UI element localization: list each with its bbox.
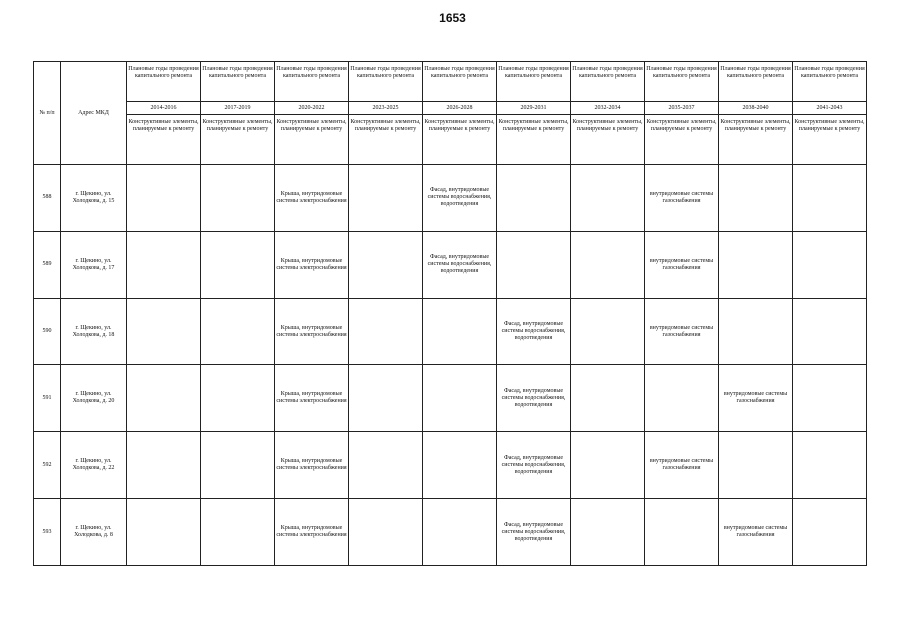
repair-cell: [793, 365, 867, 432]
header-row-periods: [34, 62, 867, 102]
row-number: 591: [34, 365, 61, 432]
repair-cell: [793, 165, 867, 232]
header-row-years: [34, 102, 867, 115]
table-body: [34, 165, 867, 566]
repair-cell: [571, 499, 645, 566]
period-years: 2032-2034: [571, 102, 645, 115]
repair-cell: [127, 499, 201, 566]
repair-cell: Фасад, внутридомовые системы водоснабжения, водоотведения: [497, 298, 571, 365]
period-title: Плановые годы проведения капитального ремонта: [349, 62, 423, 102]
repair-cell: [571, 298, 645, 365]
repair-cell: [793, 231, 867, 298]
repair-cell: [719, 165, 793, 232]
repair-cell: [349, 365, 423, 432]
period-title: Плановые годы проведения капитального ремонта: [275, 62, 349, 102]
table-row: [34, 231, 867, 298]
repair-cell: Крыша, внутридомовые системы электроснабжения: [275, 432, 349, 499]
repair-cell: [127, 365, 201, 432]
elements-header: Конструктивные элементы, планируемые к ремонту: [349, 115, 423, 165]
repair-cell: [349, 499, 423, 566]
repair-cell: Фасад, внутридомовые системы водоснабжения, водоотведения: [423, 231, 497, 298]
period-years: 2038-2040: [719, 102, 793, 115]
repair-cell: [571, 365, 645, 432]
elements-header: Конструктивные элементы, планируемые к ремонту: [423, 115, 497, 165]
repair-cell: [719, 231, 793, 298]
period-years: 2041-2043: [793, 102, 867, 115]
elements-header: Конструктивные элементы, планируемые к ремонту: [793, 115, 867, 165]
period-title: Плановые годы проведения капитального ремонта: [571, 62, 645, 102]
repair-cell: [201, 231, 275, 298]
table-row: [34, 432, 867, 499]
period-years: 2017-2019: [201, 102, 275, 115]
repair-cell: Фасад, внутридомовые системы водоснабжения, водоотведения: [497, 499, 571, 566]
repair-cell: [423, 298, 497, 365]
period-years: 2026-2028: [423, 102, 497, 115]
repair-cell: [571, 432, 645, 499]
period-title: Плановые годы проведения капитального ремонта: [423, 62, 497, 102]
row-address: г. Щекино, ул. Холодкова, д. 22: [61, 432, 127, 499]
period-title: Плановые годы проведения капитального ремонта: [793, 62, 867, 102]
repair-cell: Крыша, внутридомовые системы электроснабжения: [275, 365, 349, 432]
repair-cell: Крыша, внутридомовые системы электроснабжения: [275, 499, 349, 566]
elements-header: Конструктивные элементы, планируемые к ремонту: [201, 115, 275, 165]
elements-header: Конструктивные элементы, планируемые к ремонту: [497, 115, 571, 165]
repair-cell: [645, 499, 719, 566]
period-years: 2035-2037: [645, 102, 719, 115]
period-title: Плановые годы проведения капитального ремонта: [201, 62, 275, 102]
repair-cell: Крыша, внутридомовые системы электроснабжения: [275, 231, 349, 298]
repair-cell: Фасад, внутридомовые системы водоснабжения, водоотведения: [497, 365, 571, 432]
period-title: Плановые годы проведения капитального ремонта: [127, 62, 201, 102]
repair-cell: [201, 432, 275, 499]
row-number: 588: [34, 165, 61, 232]
repair-cell: [497, 231, 571, 298]
table-row: [34, 165, 867, 232]
repair-cell: [127, 165, 201, 232]
repair-cell: [349, 432, 423, 499]
period-years: 2029-2031: [497, 102, 571, 115]
period-years: 2023-2025: [349, 102, 423, 115]
capital-repair-plan-table: [33, 61, 867, 566]
period-title: Плановые годы проведения капитального ремонта: [719, 62, 793, 102]
page-number: 1653: [439, 11, 466, 25]
table-row: [34, 365, 867, 432]
elements-header: Конструктивные элементы, планируемые к ремонту: [571, 115, 645, 165]
repair-cell: [571, 165, 645, 232]
period-years: 2020-2022: [275, 102, 349, 115]
repair-cell: Фасад, внутридомовые системы водоснабжения, водоотведения: [497, 432, 571, 499]
repair-cell: [793, 298, 867, 365]
repair-cell: [201, 298, 275, 365]
repair-cell: [423, 499, 497, 566]
repair-cell: [201, 365, 275, 432]
row-number: 589: [34, 231, 61, 298]
repair-cell: [571, 231, 645, 298]
repair-cell: [497, 165, 571, 232]
elements-header: Конструктивные элементы, планируемые к ремонту: [275, 115, 349, 165]
row-address: г. Щекино, ул. Холодкова, д. 8: [61, 499, 127, 566]
header-row-elements: [34, 115, 867, 165]
table-row: [34, 499, 867, 566]
repair-cell: [423, 432, 497, 499]
repair-cell: Крыша, внутридомовые системы электроснабжения: [275, 165, 349, 232]
repair-cell: внутридомовые системы газоснабжения: [645, 165, 719, 232]
repair-cell: внутридомовые системы газоснабжения: [719, 365, 793, 432]
period-years: 2014-2016: [127, 102, 201, 115]
elements-header: Конструктивные элементы, планируемые к ремонту: [719, 115, 793, 165]
repair-cell: [349, 231, 423, 298]
row-address: г. Щекино, ул. Холодкова, д. 17: [61, 231, 127, 298]
repair-cell: внутридомовые системы газоснабжения: [645, 298, 719, 365]
repair-cell: Фасад, внутридомовые системы водоснабжения, водоотведения: [423, 165, 497, 232]
repair-cell: [645, 365, 719, 432]
row-address: г. Щекино, ул. Холодкова, д. 15: [61, 165, 127, 232]
repair-cell: внутридомовые системы газоснабжения: [645, 231, 719, 298]
repair-cell: [127, 231, 201, 298]
repair-cell: [719, 432, 793, 499]
row-address: г. Щекино, ул. Холодкова, д. 18: [61, 298, 127, 365]
repair-cell: [793, 432, 867, 499]
column-header-address: Адрес МКД: [61, 62, 127, 165]
repair-cell: [127, 432, 201, 499]
row-number: 592: [34, 432, 61, 499]
repair-cell: [349, 298, 423, 365]
repair-cell: [201, 499, 275, 566]
repair-cell: Крыша, внутридомовые системы электроснабжения: [275, 298, 349, 365]
repair-cell: [349, 165, 423, 232]
row-number: 593: [34, 499, 61, 566]
elements-header: Конструктивные элементы, планируемые к ремонту: [127, 115, 201, 165]
row-number: 590: [34, 298, 61, 365]
column-header-number: № п/п: [34, 62, 61, 165]
repair-cell: [201, 165, 275, 232]
repair-cell: внутридомовые системы газоснабжения: [719, 499, 793, 566]
repair-cell: [719, 298, 793, 365]
table-row: [34, 298, 867, 365]
repair-cell: [127, 298, 201, 365]
elements-header: Конструктивные элементы, планируемые к ремонту: [645, 115, 719, 165]
repair-cell: [423, 365, 497, 432]
repair-cell: [793, 499, 867, 566]
period-title: Плановые годы проведения капитального ремонта: [497, 62, 571, 102]
row-address: г. Щекино, ул. Холодкова, д. 20: [61, 365, 127, 432]
repair-cell: внутридомовые системы газоснабжения: [645, 432, 719, 499]
period-title: Плановые годы проведения капитального ремонта: [645, 62, 719, 102]
